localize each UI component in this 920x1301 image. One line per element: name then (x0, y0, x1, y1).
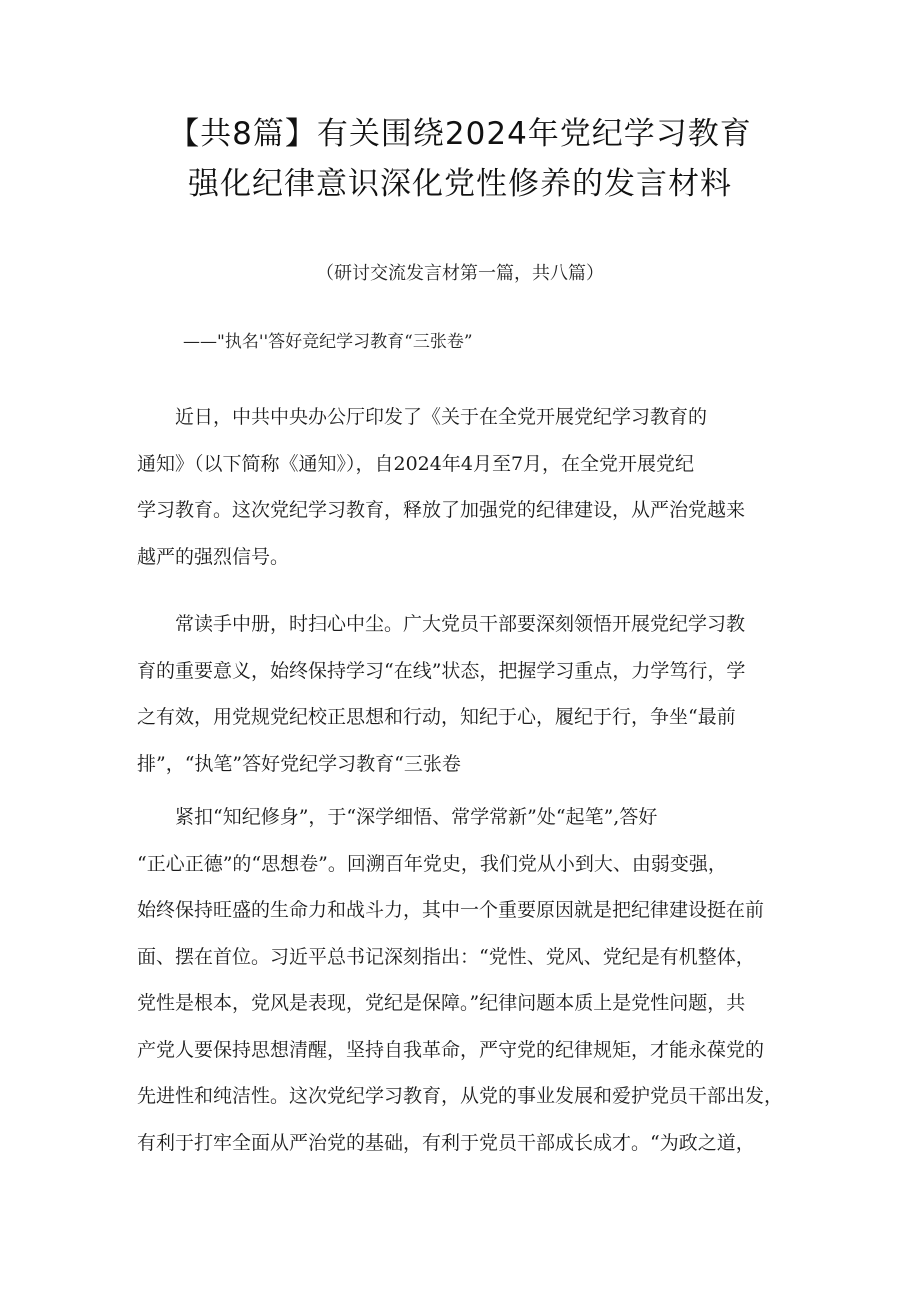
paragraph-line: 之有效，用党规党纪校正思想和行动，知纪于心，履纪于行，争坐“最前 (137, 706, 736, 728)
paragraph-line: 先进性和纯洁性。这次党纪学习教育，从党的事业发展和爱护党员干部出发， (137, 1085, 784, 1107)
paragraph-line: 有利于打牢全面从严治党的基础，有利于党员干部成长成才。“为政之道， (137, 1131, 755, 1154)
paragraph-line: “正心正德”的“思想卷”。回溯百年党史，我们党从小到大、由弱变强， (137, 852, 727, 875)
paragraph-2 (137, 601, 797, 787)
paragraph-line: 学习教育。这次党纪学习教育，释放了加强党的纪律建设，从严治党越来 (137, 499, 746, 521)
paragraph-1 (137, 394, 797, 580)
paragraph-line: 越严的强烈信号。 (137, 545, 290, 568)
paragraph-line: 育的重要意义，始终保持学习“在线”状态，把握学习重点，力学笃行，学 (137, 659, 746, 682)
paragraph-line: 党性是根本，党风是表现，党纪是保障。”纪律问题本质上是党性问题，共 (137, 992, 746, 1014)
paragraph-3 (137, 794, 797, 1166)
paragraph-line: 通知》（以下简称《通知》），自2024年4月至7月，在全党开展党纪 (137, 452, 695, 475)
document-title-line-1: 【共8篇】有关围绕2024年党纪学习教育 (168, 116, 752, 152)
document-title-line-2: 强化纪律意识深化党性修养的发言材料 (188, 166, 732, 202)
paragraph-line: 常读手中册，时扫心中尘。广大党员干部要深刻领悟开展党纪学习教 (175, 613, 746, 635)
document-subtitle: （研讨交流发言材第一篇，共八篇） (316, 263, 604, 284)
paragraph-line: 排”，“执笔”答好党纪学习教育“三张卷 (137, 752, 461, 775)
document-byline: ——"执名''答好竞纪学习教育“三张卷” (183, 332, 473, 352)
paragraph-line: 紧扣“知纪修身”，于“深学细悟、常学常新”处“起笔”,答好 (175, 806, 658, 828)
paragraph-line: 近日，中共中央办公厅印发了《关于在全党开展党纪学习教育的 (175, 406, 708, 428)
paragraph-line: 始终保持旺盛的生命力和战斗力，其中一个重要原因就是把纪律建设挺在前 (137, 899, 765, 921)
paragraph-line: 面、摆在首位。习近平总书记深刻指出：“党性、党风、党纪是有机整体， (137, 945, 755, 968)
paragraph-line: 产党人要保持思想清醒，坚持自我革命，严守党的纪律规矩，才能永葆党的 (137, 1038, 765, 1061)
